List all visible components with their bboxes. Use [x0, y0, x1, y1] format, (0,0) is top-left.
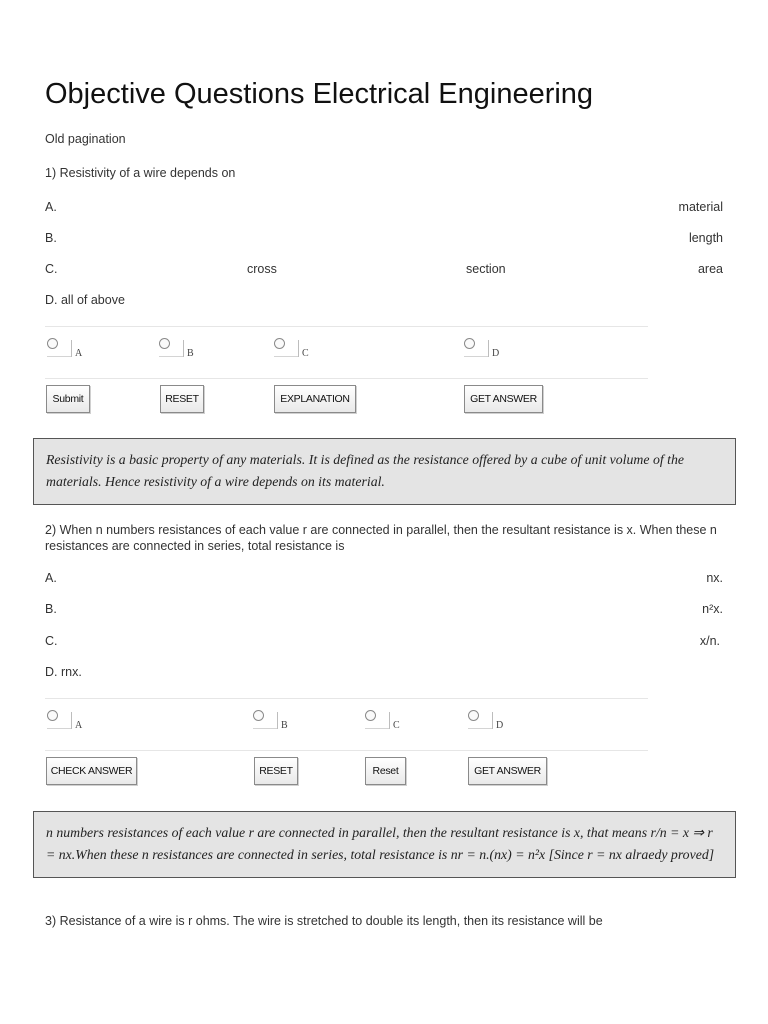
q2-option-a-text: nx.	[706, 571, 723, 585]
q1-option-b-text: length	[688, 231, 723, 245]
radio-circle-icon[interactable]	[468, 710, 479, 721]
q2-radio-d-label: D	[496, 720, 504, 731]
q1-radio-b[interactable]	[159, 336, 219, 360]
radio-underline	[253, 728, 277, 729]
radio-underline	[47, 356, 71, 357]
radio-divider	[183, 340, 184, 357]
q1-submit-button[interactable]: Submit	[46, 385, 90, 413]
radio-divider	[298, 340, 299, 357]
q2-option-b-letter: B.	[45, 602, 57, 616]
q1-reset-button[interactable]: RESET	[160, 385, 204, 413]
page-title: Objective Questions Electrical Engineering	[45, 78, 594, 110]
q2-divider-top	[45, 698, 648, 699]
q2-get-answer-button[interactable]: GET ANSWER	[468, 757, 547, 785]
radio-circle-icon[interactable]	[47, 338, 58, 349]
radio-underline	[468, 728, 492, 729]
q1-option-b-letter: B.	[45, 231, 57, 245]
radio-circle-icon[interactable]	[159, 338, 170, 349]
radio-underline	[47, 728, 71, 729]
q1-option-a	[45, 200, 723, 218]
q1-option-a-letter: A.	[45, 200, 57, 214]
question-2-text: 2) When n numbers resistances of each value r are connected in parallel, then the resultant resistance is x. When these n resistances are connected in series, total resistance is	[45, 523, 717, 553]
q2-option-b-text: n²x.	[702, 602, 723, 616]
q2-option-c	[45, 634, 723, 652]
radio-underline	[365, 728, 389, 729]
q1-radio-d-label: D	[492, 348, 500, 359]
q2-check-answer-button[interactable]: CHECK ANSWER	[46, 757, 137, 785]
question-3-text: 3) Resistance of a wire is r ohms. The wire is stretched to double its length, then its resistance will be	[45, 914, 603, 928]
q1-radio-a[interactable]	[47, 336, 107, 360]
q1-radio-c[interactable]	[274, 336, 334, 360]
old-pagination-link[interactable]: Old pagination	[45, 132, 126, 146]
radio-divider	[488, 340, 489, 357]
q1-option-a-text: material	[678, 200, 723, 214]
q1-explanation-box: Resistivity is a basic property of any materials. It is defined as the resistance offered by a cube of unit volume of the materials. Hence resistivity of a wire depends on its material.	[33, 438, 736, 505]
q2-explanation-box: n numbers resistances of each value r are connected in parallel, then the resultant resistance is x, that means r/n = x ⇒ r = nx.When these n resistances are connected in series, total resistance is nr = n.(nx) = n²x [Since r = nx alraedy proved]	[33, 811, 736, 878]
question-1-text: 1) Resistivity of a wire depends on	[45, 166, 236, 180]
q1-option-b	[45, 231, 723, 249]
q2-option-d: D. rnx.	[45, 665, 82, 679]
radio-underline	[464, 356, 488, 357]
q1-divider-bottom	[45, 378, 648, 379]
q1-radio-c-label: C	[302, 348, 309, 359]
q2-divider-bottom	[45, 750, 648, 751]
q2-radio-b[interactable]	[253, 708, 313, 732]
q2-reset-lower-button[interactable]: Reset	[365, 757, 406, 785]
q2-radio-c[interactable]	[365, 708, 425, 732]
radio-circle-icon[interactable]	[274, 338, 285, 349]
radio-divider	[492, 712, 493, 729]
q2-option-b	[45, 602, 723, 620]
q1-option-d: D. all of above	[45, 293, 125, 307]
radio-circle-icon[interactable]	[365, 710, 376, 721]
q1-option-c-word-2: section	[466, 262, 506, 276]
radio-underline	[159, 356, 183, 357]
q2-radio-a[interactable]	[47, 708, 107, 732]
q2-option-c-text: x/n.	[699, 634, 720, 648]
q2-reset-button[interactable]: RESET	[254, 757, 298, 785]
q1-explanation-button[interactable]: EXPLANATION	[274, 385, 356, 413]
q1-radio-d[interactable]	[464, 336, 524, 360]
q2-radio-d[interactable]	[468, 708, 528, 732]
radio-divider	[389, 712, 390, 729]
q2-option-a	[45, 571, 723, 589]
q2-radio-a-label: A	[75, 720, 83, 731]
q2-radio-c-label: C	[393, 720, 400, 731]
q1-divider-top	[45, 326, 648, 327]
q1-radio-b-label: B	[187, 348, 194, 359]
q1-radio-a-label: A	[75, 348, 83, 359]
q1-get-answer-button[interactable]: GET ANSWER	[464, 385, 543, 413]
radio-divider	[71, 712, 72, 729]
radio-divider	[71, 340, 72, 357]
q2-option-a-letter: A.	[45, 571, 57, 585]
radio-underline	[274, 356, 298, 357]
q2-option-c-letter: C.	[45, 634, 58, 648]
q2-radio-b-label: B	[281, 720, 288, 731]
q1-option-c-word-1: cross	[247, 262, 277, 276]
radio-circle-icon[interactable]	[253, 710, 264, 721]
radio-circle-icon[interactable]	[47, 710, 58, 721]
q1-option-c-word-3: area	[697, 262, 723, 276]
radio-circle-icon[interactable]	[464, 338, 475, 349]
q1-option-c	[45, 262, 723, 280]
radio-divider	[277, 712, 278, 729]
q1-option-c-letter: C.	[45, 262, 58, 276]
